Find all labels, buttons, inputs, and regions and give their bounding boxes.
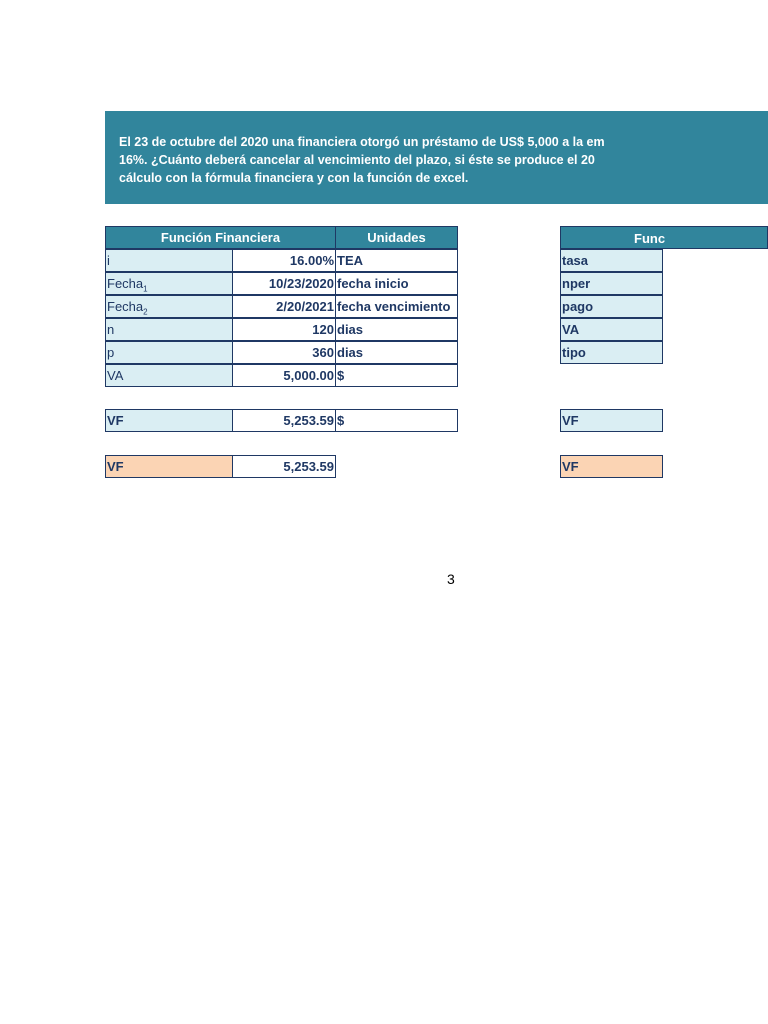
right-label-va[interactable]: VA (560, 318, 663, 341)
problem-line-1: El 23 de octubre del 2020 una financiera otorgó un préstamo de US$ 5,000 a la em (119, 135, 605, 149)
problem-text (119, 133, 679, 187)
problem-banner (105, 111, 768, 204)
row-unit-fecha1[interactable]: fecha inicio (335, 272, 458, 295)
right-excel-label-vf[interactable]: VF (560, 455, 663, 478)
row-label-fecha2[interactable]: Fecha$_2$ (105, 295, 233, 318)
header-unidades: Unidades (335, 226, 458, 249)
page-number: 3 (447, 571, 455, 587)
row-label-fecha1[interactable]: Fecha$_1$ (105, 272, 233, 295)
row-unit-fecha2[interactable]: fecha vencimiento (335, 295, 458, 318)
row-label-n[interactable]: n (105, 318, 233, 341)
row-value-p[interactable]: 360 (232, 341, 336, 364)
result-value-vf[interactable]: 5,253.59 (232, 409, 336, 432)
row-unit-p[interactable]: dias (335, 341, 458, 364)
row-value-va[interactable]: 5,000.00 (232, 364, 336, 387)
row-value-i[interactable]: 16.00% (232, 249, 336, 272)
row-label-p[interactable]: p (105, 341, 233, 364)
header-funcion-financiera: Función Financiera (105, 226, 336, 249)
excel-label-vf[interactable]: VF (105, 455, 233, 478)
row-value-fecha2[interactable]: 2/20/2021 (232, 295, 336, 318)
right-header-funcion: Func (560, 226, 768, 249)
result-unit-vf[interactable]: $ (335, 409, 458, 432)
row-unit-n[interactable]: dias (335, 318, 458, 341)
right-label-pago[interactable]: pago (560, 295, 663, 318)
result-label-vf[interactable]: VF (105, 409, 233, 432)
row-label-va[interactable]: VA (105, 364, 233, 387)
right-result-label-vf[interactable]: VF (560, 409, 663, 432)
right-label-nper[interactable]: nper (560, 272, 663, 295)
row-value-n[interactable]: 120 (232, 318, 336, 341)
right-label-tipo[interactable]: tipo (560, 341, 663, 364)
row-unit-i[interactable]: TEA (335, 249, 458, 272)
row-value-fecha1[interactable]: 10/23/2020 (232, 272, 336, 295)
right-label-tasa[interactable]: tasa (560, 249, 663, 272)
excel-value-vf[interactable]: 5,253.59 (232, 455, 336, 478)
problem-line-2: 16%. ¿Cuánto deberá cancelar al vencimiento del plazo, si éste se produce el 20 (119, 153, 595, 167)
row-label-i[interactable]: i (105, 249, 233, 272)
problem-line-3: cálculo con la fórmula financiera y con la función de excel. (119, 171, 469, 185)
row-unit-va[interactable]: $ (335, 364, 458, 387)
